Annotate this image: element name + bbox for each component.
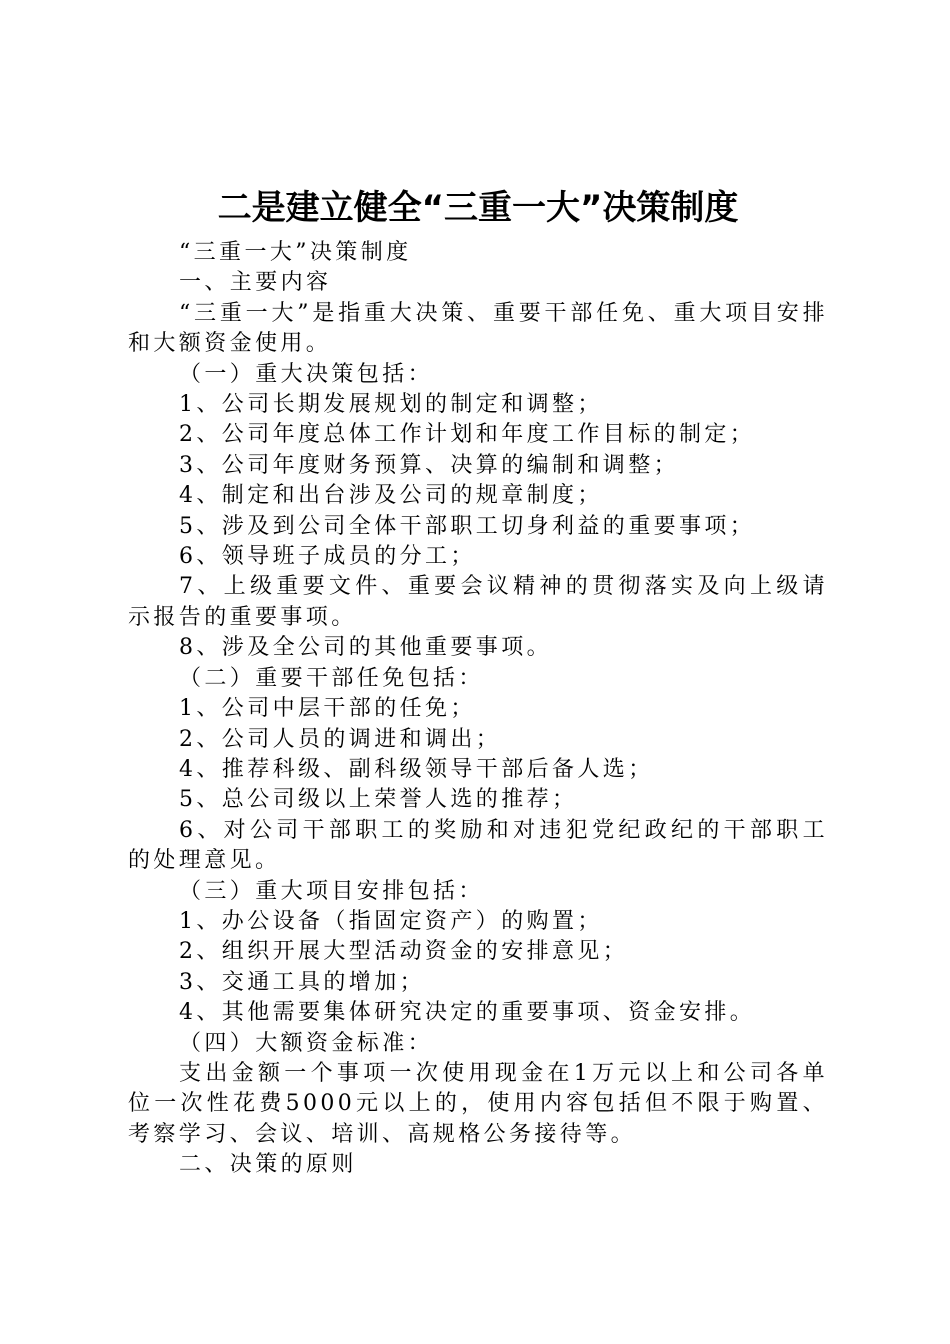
document-title: 二是建立健全“三重一大”决策制度 [217, 188, 739, 228]
list-item: 5、涉及到公司全体干部职工切身利益的重要事项； [179, 513, 756, 539]
subsection-heading-cadre-appointments: （二）重要干部任免包括： [179, 665, 484, 691]
list-item: 1、公司长期发展规划的制定和调整； [179, 392, 603, 418]
list-item: 1、办公设备（指固定资产）的购置； [179, 908, 603, 934]
document-page [128, 186, 828, 1181]
paragraph-funds-standard: 支出金额一个事项一次使用现金在1万元以上和公司各单位一次性花费5000元以上的，使用内容包括但不限于购置、考察学习、会议、培训、高规格公务接待等。 [128, 1060, 828, 1147]
list-item: 4、其他需要集体研究决定的重要事项、资金安排。 [179, 1000, 756, 1026]
list-item: 6、对公司干部职工的奖励和对违犯党纪政纪的干部职工的处理意见。 [128, 817, 828, 874]
list-item: 4、制定和出台涉及公司的规章制度； [179, 483, 603, 509]
doc-subtitle: “三重一大”决策制度 [179, 240, 412, 265]
section-heading-main-content: 一、主要内容 [179, 270, 332, 296]
list-item: 8、涉及全公司的其他重要事项。 [179, 635, 552, 661]
list-item: 6、领导班子成员的分工； [179, 544, 476, 570]
list-item: 3、公司年度财务预算、决算的编制和调整； [179, 452, 679, 478]
list-item: 2、公司人员的调进和调出； [179, 726, 502, 752]
subsection-heading-major-decisions: （一）重大决策包括： [179, 361, 434, 387]
list-item: 4、推荐科级、副科级领导干部后备人选； [179, 756, 654, 782]
list-item: 1、公司中层干部的任免； [179, 696, 476, 722]
list-item: 3、交通工具的增加； [179, 969, 425, 995]
subsection-heading-large-funds: （四）大额资金标准： [179, 1030, 434, 1056]
paragraph-definition: “三重一大”是指重大决策、重要干部任免、重大项目安排和大额资金使用。 [128, 300, 828, 357]
list-item: 2、组织开展大型活动资金的安排意见； [179, 939, 629, 965]
list-item: 7、上级重要文件、重要会议精神的贯彻落实及向上级请示报告的重要事项。 [128, 574, 828, 630]
section-heading-principles: 二、决策的原则 [179, 1152, 357, 1178]
list-item: 5、总公司级以上荣誉人选的推荐； [179, 787, 578, 813]
subsection-heading-major-projects: （三）重大项目安排包括： [179, 878, 484, 904]
list-item: 2、公司年度总体工作计划和年度工作目标的制定； [179, 422, 756, 448]
document-body [128, 238, 828, 1181]
